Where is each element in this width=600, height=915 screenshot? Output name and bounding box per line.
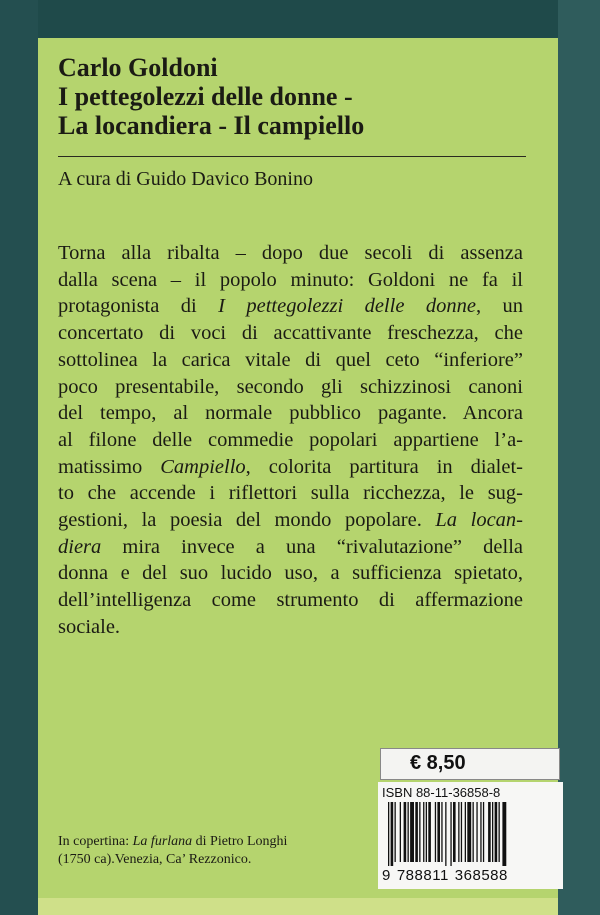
blurb-line: donna e del suo lucido uso, a sufficienza spietato, [58,562,523,585]
blurb-paragraph [58,240,523,641]
isbn-number: ISBN 88-11-36858-8 [382,785,501,800]
blurb-line [58,293,523,320]
credit-location: (1750 ca).Venezia, Ca’ Rezzonico. [58,852,252,867]
book-title-line-1: I pettegolezzi delle donne - [58,82,353,111]
cover-edge-left [0,0,38,915]
credit-artwork-title: La furlana [132,834,193,849]
blurb-line: dell’intelligenza come strumento di affermazione [58,589,523,612]
author-name: Carlo Goldoni [58,53,218,82]
cover-edge-right [558,0,600,915]
barcode-digits [382,867,508,884]
play-title-campiello: Campiello [160,455,246,478]
blurb-line [58,507,523,534]
blurb-text: protagonista di [58,295,219,318]
blurb-line [58,534,523,561]
blurb-line: Torna alla ribalta – dopo due secoli di assenza [58,242,523,264]
blurb-line: to che accende i riflettori sulla ricchezza, le sug- [58,482,523,505]
price-sticker [380,748,560,780]
blurb-text: mira invece a una “rivalutazione” della [101,535,523,558]
blurb-line: sociale. [58,615,121,638]
barcode-icon [386,802,556,866]
blurb-line: dalla scena – il popolo minuto: Goldoni ne fa il [58,268,523,291]
blurb-line: del tempo, al normale pubblico pagante. Ancora [58,402,523,425]
blurb-line: poco presentabile, secondo gli schizzinosi canoni [58,375,523,398]
play-title-locandiera: La locan- [435,509,523,532]
barcode-lead-digit: 9 [382,867,391,884]
blurb-text: , un [475,295,523,318]
blurb-text: matissimo [58,455,161,478]
credit-artist: di Pietro Longhi [192,834,288,849]
header-divider [58,156,526,157]
blurb-text: gestioni, la poesia del mondo popolare. [58,509,436,532]
price-label: € 8,50 [410,752,466,774]
book-title-line-2: La locandiera - Il campiello [58,111,365,140]
play-title-pettegolezzi: I pettegolezzi delle donne [218,295,476,318]
credit-prefix: In copertina: [58,834,133,849]
barcode-digit-group-1: 788811 [396,867,449,884]
blurb-line: concertato di voci di accattivante freschezza, che [58,322,523,345]
blurb-line [58,454,523,481]
blurb-text: , colorita partitura in dialet- [245,455,523,478]
blurb-line: al filone delle commedie popolari appartiene l’a- [58,428,523,451]
editor-credit: A cura di Guido Davico Bonino [58,168,313,190]
blurb-line: sottolinea la carica vitale di quel ceto “inferiore” [58,348,523,371]
play-title-locandiera-cont: diera [58,535,102,558]
barcode-digit-group-2: 368588 [454,867,508,884]
cover-bottom-strip [38,898,558,915]
book-header [58,53,538,140]
cover-art-credit [58,833,287,869]
